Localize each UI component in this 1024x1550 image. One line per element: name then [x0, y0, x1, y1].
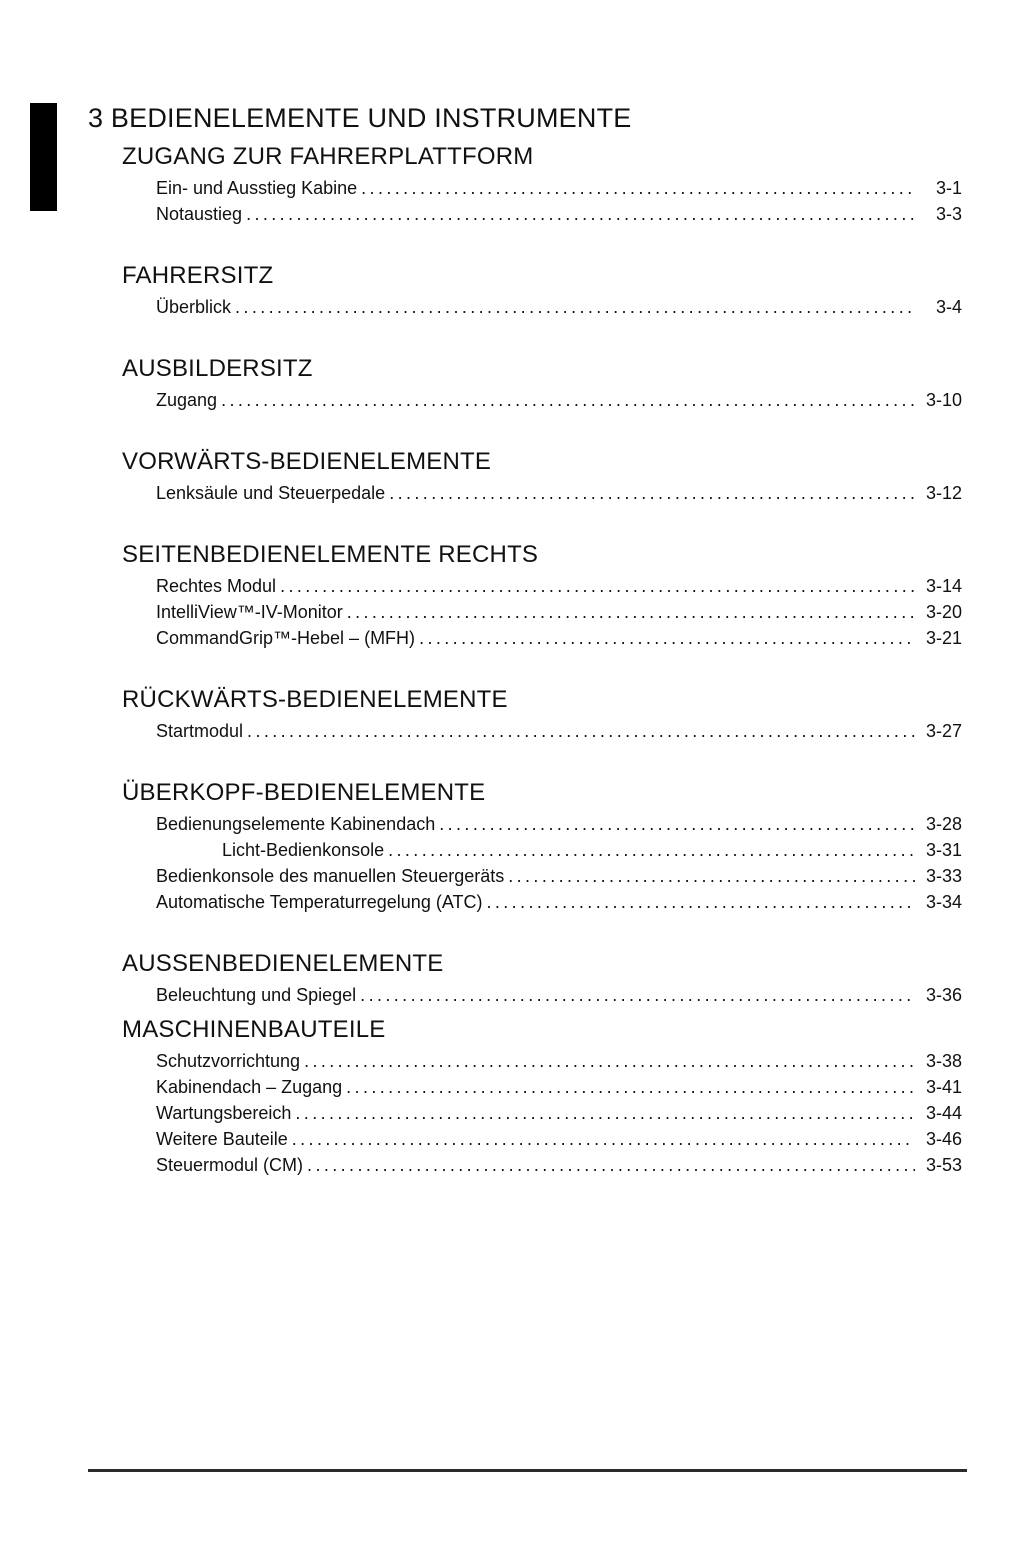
- toc-entry: [156, 1152, 962, 1178]
- toc-entry-label: CommandGrip™-Hebel – (MFH): [156, 628, 416, 648]
- toc-entry-label: Schutzvorrichtung: [156, 1051, 301, 1071]
- chapter-title: 3 BEDIENELEMENTE UND INSTRUMENTE: [88, 103, 632, 133]
- toc-section: [0, 541, 1024, 651]
- toc-entry-label: Kabinendach – Zugang: [156, 1077, 343, 1097]
- toc-entry-label: Bedienkonsole des manuellen Steuergeräts: [156, 866, 505, 886]
- toc-section: [0, 1016, 1024, 1178]
- dot-leader: [361, 175, 915, 201]
- toc-entry: [156, 175, 962, 201]
- dot-leader: [246, 201, 915, 227]
- dot-leader: [346, 1074, 915, 1100]
- toc-entry-label: Überblick: [156, 297, 232, 317]
- dot-leader: [247, 718, 915, 744]
- toc-entry: [156, 480, 962, 506]
- toc-entry-page: 3-53: [925, 1155, 962, 1175]
- toc-entry-page: 3-46: [925, 1129, 962, 1149]
- section-title: RÜCKWÄRTS-BEDIENELEMENTE: [122, 686, 508, 713]
- dot-leader: [304, 1048, 915, 1074]
- toc-entry: [156, 1074, 962, 1100]
- dot-leader: [486, 889, 915, 915]
- toc-entry-page: 3-34: [925, 892, 962, 912]
- section-title: FAHRERSITZ: [122, 262, 274, 289]
- toc-entry-page: 3-21: [925, 628, 962, 648]
- dot-leader: [221, 387, 915, 413]
- toc-section: [0, 262, 1024, 320]
- dot-leader: [389, 480, 915, 506]
- toc-entry: [156, 863, 962, 889]
- toc-entry: [156, 573, 962, 599]
- dot-leader: [360, 982, 915, 1008]
- toc-entry: [156, 889, 962, 915]
- dot-leader: [419, 625, 915, 651]
- toc-entry: [156, 837, 962, 863]
- toc-entry-label: Rechtes Modul: [156, 576, 277, 596]
- toc-section: [0, 143, 1024, 227]
- section-title: ÜBERKOPF-BEDIENELEMENTE: [122, 779, 486, 806]
- toc-entry: [156, 294, 962, 320]
- section-title: VORWÄRTS-BEDIENELEMENTE: [122, 448, 492, 475]
- toc-entry: [156, 718, 962, 744]
- toc-entry-label: Ein- und Ausstieg Kabine: [156, 178, 358, 198]
- toc-entry-page: 3-20: [925, 602, 962, 622]
- toc-entry-label: Bedienungselemente Kabinendach: [156, 814, 436, 834]
- footer-rule: [88, 1469, 967, 1472]
- toc-entry-page: 3-14: [925, 576, 962, 596]
- dot-leader: [235, 294, 915, 320]
- section-title: MASCHINENBAUTEILE: [122, 1016, 386, 1043]
- toc-entry-page: 3-12: [925, 483, 962, 503]
- toc-entry: [156, 1126, 962, 1152]
- toc-entry-label: Notaustieg: [156, 204, 243, 224]
- toc-entry: [156, 1100, 962, 1126]
- toc-entry-page: 3-10: [925, 390, 962, 410]
- section-title: AUSSENBEDIENELEMENTE: [122, 950, 444, 977]
- toc-entry-label: Lenksäule und Steuerpedale: [156, 483, 386, 503]
- dot-leader: [280, 573, 915, 599]
- toc-entry: [156, 201, 962, 227]
- toc-section: [0, 448, 1024, 506]
- toc-entry-label: Licht-Bedienkonsole: [222, 840, 385, 860]
- toc-entry-label: Beleuchtung und Spiegel: [156, 985, 357, 1005]
- dot-leader: [508, 863, 915, 889]
- toc-sections: [0, 143, 1024, 1178]
- toc-section: [0, 950, 1024, 1008]
- section-title: ZUGANG ZUR FAHRERPLATTFORM: [122, 143, 534, 170]
- toc-entry: [156, 982, 962, 1008]
- toc-entry-page: 3-4: [935, 297, 962, 317]
- toc-section: [0, 779, 1024, 915]
- dot-leader: [347, 599, 915, 625]
- dot-leader: [388, 837, 915, 863]
- dot-leader: [439, 811, 915, 837]
- toc-entry-page: 3-31: [925, 840, 962, 860]
- toc-entry: [156, 387, 962, 413]
- toc-entry-page: 3-33: [925, 866, 962, 886]
- toc-entry-label: Automatische Temperaturregelung (ATC): [156, 892, 483, 912]
- toc-entry-page: 3-44: [925, 1103, 962, 1123]
- toc-section: [0, 686, 1024, 744]
- toc-section: [0, 355, 1024, 413]
- toc-entry-page: 3-28: [925, 814, 962, 834]
- toc-entry-page: 3-36: [925, 985, 962, 1005]
- section-title: SEITENBEDIENELEMENTE RECHTS: [122, 541, 539, 568]
- manual-toc-page: [0, 103, 1024, 1178]
- toc-entry: [156, 811, 962, 837]
- dot-leader: [295, 1100, 915, 1126]
- section-title: AUSBILDERSITZ: [122, 355, 313, 382]
- toc-entry-page: 3-3: [935, 204, 962, 224]
- toc-entry-label: Startmodul: [156, 721, 244, 741]
- dot-leader: [307, 1152, 915, 1178]
- toc-entry: [156, 625, 962, 651]
- toc-entry-page: 3-27: [925, 721, 962, 741]
- toc-entry-label: IntelliView™-IV-Monitor: [156, 602, 343, 622]
- toc-entry-page: 3-1: [935, 178, 962, 198]
- toc-entry-label: Wartungsbereich: [156, 1103, 292, 1123]
- toc-entry: [156, 599, 962, 625]
- dot-leader: [292, 1126, 915, 1152]
- chapter-edge-tab: [30, 103, 57, 211]
- toc-entry-label: Zugang: [156, 390, 218, 410]
- toc-entry: [156, 1048, 962, 1074]
- toc-entry-page: 3-38: [925, 1051, 962, 1071]
- toc-entry-label: Steuermodul (CM): [156, 1155, 304, 1175]
- toc-entry-page: 3-41: [925, 1077, 962, 1097]
- toc-entry-label: Weitere Bauteile: [156, 1129, 288, 1149]
